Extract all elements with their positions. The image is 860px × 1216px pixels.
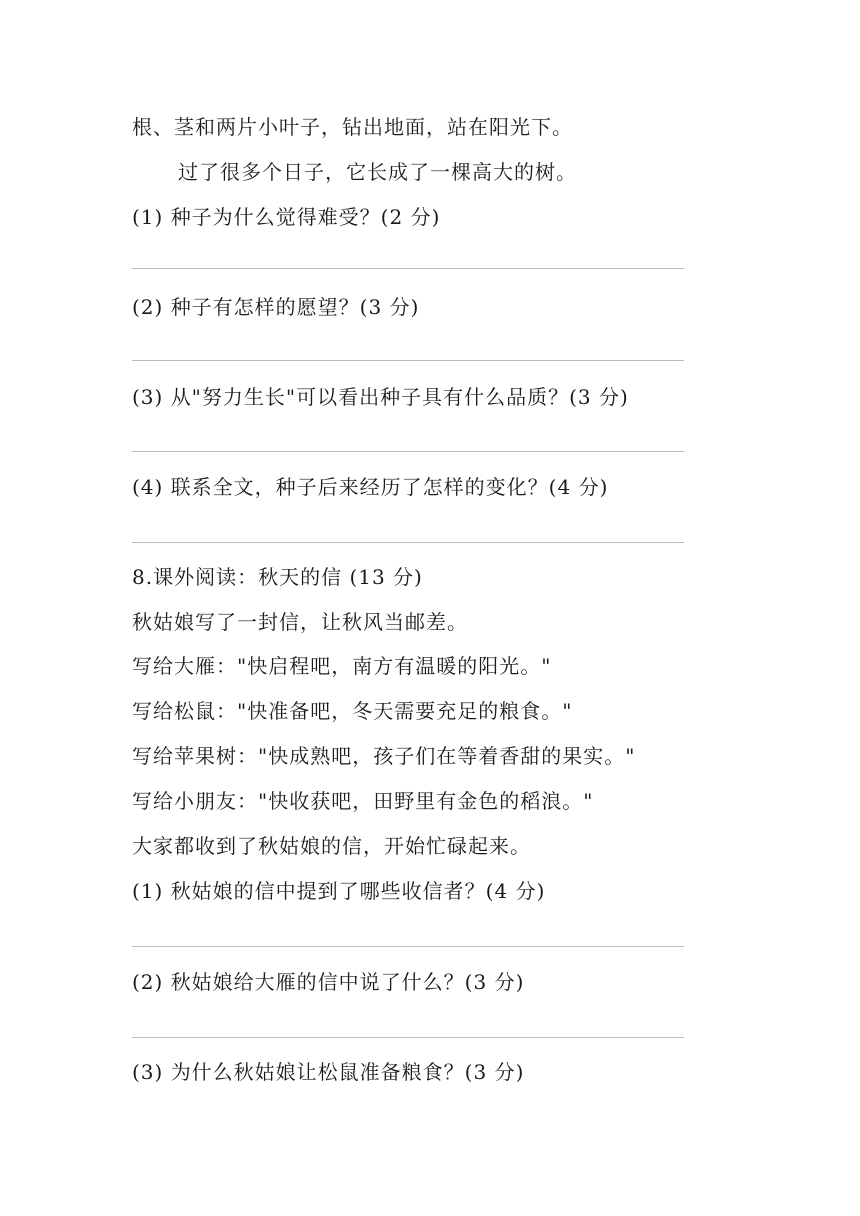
- passage-line: 写给大雁："快启程吧，南方有温暖的阳光。": [132, 654, 552, 678]
- question-text: (2) 种子有怎样的愿望？(3 分): [132, 295, 420, 319]
- answer-line[interactable]: [132, 360, 684, 361]
- question-text: (4) 联系全文，种子后来经历了怎样的变化？(4 分): [132, 475, 609, 499]
- passage-line: 写给苹果树："快成熟吧，孩子们在等着香甜的果实。": [132, 744, 636, 768]
- question-text: (1) 种子为什么觉得难受？(2 分): [132, 205, 441, 229]
- question-text: (3) 从"努力生长"可以看出种子具有什么品质？(3 分): [132, 385, 629, 409]
- answer-line[interactable]: [132, 268, 684, 269]
- passage-line: 过了很多个日子，它长成了一棵高大的树。: [178, 160, 577, 184]
- passage-line: 根、茎和两片小叶子，钻出地面，站在阳光下。: [132, 115, 573, 139]
- section-heading: 8.课外阅读：秋天的信 (13 分): [132, 565, 423, 589]
- question-text: (2) 秋姑娘给大雁的信中说了什么？(3 分): [132, 970, 525, 994]
- answer-line[interactable]: [132, 1037, 684, 1038]
- answer-line[interactable]: [132, 946, 684, 947]
- answer-line[interactable]: [132, 451, 684, 452]
- passage-line: 写给小朋友："快收获吧，田野里有金色的稻浪。": [132, 789, 594, 813]
- question-text: (1) 秋姑娘的信中提到了哪些收信者？(4 分): [132, 879, 546, 903]
- passage-line: 秋姑娘写了一封信，让秋风当邮差。: [132, 610, 468, 634]
- answer-line[interactable]: [132, 542, 684, 543]
- question-text: (3) 为什么秋姑娘让松鼠准备粮食？(3 分): [132, 1060, 525, 1084]
- passage-line: 写给松鼠："快准备吧，冬天需要充足的粮食。": [132, 699, 573, 723]
- passage-line: 大家都收到了秋姑娘的信，开始忙碌起来。: [132, 834, 531, 858]
